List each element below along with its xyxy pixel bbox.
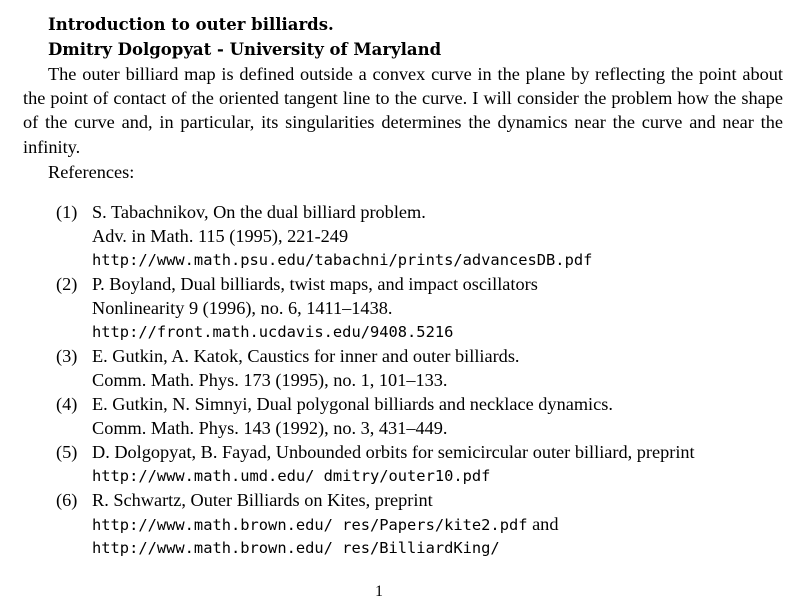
reference-citation: S. Tabachnikov, On the dual billiard problem. <box>92 202 426 222</box>
abstract-text: The outer billiard map is defined outside a convex curve in the plane by reflecting the point about the point of contact of the oriented tangent line to the curve. I will consider the problem how the shape of the curve and, in particular, its singularities determines the dynamics near the curve and near the infinity. <box>23 64 783 157</box>
reference-citation: E. Gutkin, N. Simnyi, Dual polygonal billiards and necklace dynamics. <box>92 394 613 414</box>
reference-url[interactable]: http://www.math.psu.edu/tabachni/prints/advancesDB.pdf <box>92 251 593 269</box>
reference-citation: D. Dolgopyat, B. Fayad, Unbounded orbits for semicircular outer billiard, preprint <box>92 442 695 462</box>
reference-number: (1) <box>56 202 78 222</box>
reference-number: (3) <box>56 346 78 366</box>
reference-url[interactable]: http://front.math.ucdavis.edu/9408.5216 <box>92 323 454 341</box>
page-number: 1 <box>375 583 383 600</box>
references-heading: References: <box>48 162 135 182</box>
reference-citation: R. Schwartz, Outer Billiards on Kites, preprint <box>92 490 433 510</box>
reference-item <box>0 392 809 440</box>
reference-item <box>0 272 809 344</box>
reference-number: (4) <box>56 394 78 414</box>
reference-item <box>0 440 809 488</box>
reference-number: (5) <box>56 442 78 462</box>
reference-citation: E. Gutkin, A. Katok, Caustics for inner and outer billiards. <box>92 346 520 366</box>
reference-citation: P. Boyland, Dual billiards, twist maps, and impact oscillators <box>92 274 538 294</box>
reference-item <box>0 488 809 560</box>
reference-number: (6) <box>56 490 78 510</box>
reference-connector: and <box>527 514 559 534</box>
reference-number: (2) <box>56 274 78 294</box>
reference-item <box>0 344 809 392</box>
reference-journal: Nonlinearity 9 (1996), no. 6, 1411–1438. <box>92 298 393 318</box>
reference-url[interactable]: http://www.math.brown.edu/ res/BilliardKing/ <box>92 539 500 557</box>
reference-list <box>0 200 809 560</box>
page-title: Introduction to outer billiards. <box>48 15 334 34</box>
reference-journal: Comm. Math. Phys. 173 (1995), no. 1, 101–133. <box>92 370 448 390</box>
reference-url[interactable]: http://www.math.umd.edu/ dmitry/outer10.pdf <box>92 467 491 485</box>
reference-journal: Adv. in Math. 115 (1995), 221-249 <box>92 226 349 246</box>
reference-item <box>0 200 809 272</box>
reference-url-line <box>92 512 752 536</box>
reference-journal: Comm. Math. Phys. 143 (1992), no. 3, 431–449. <box>92 418 448 438</box>
abstract <box>23 62 783 159</box>
author-line: Dmitry Dolgopyat - University of Maryland <box>48 40 442 59</box>
reference-url[interactable]: http://www.math.brown.edu/ res/Papers/kite2.pdf <box>92 516 528 534</box>
